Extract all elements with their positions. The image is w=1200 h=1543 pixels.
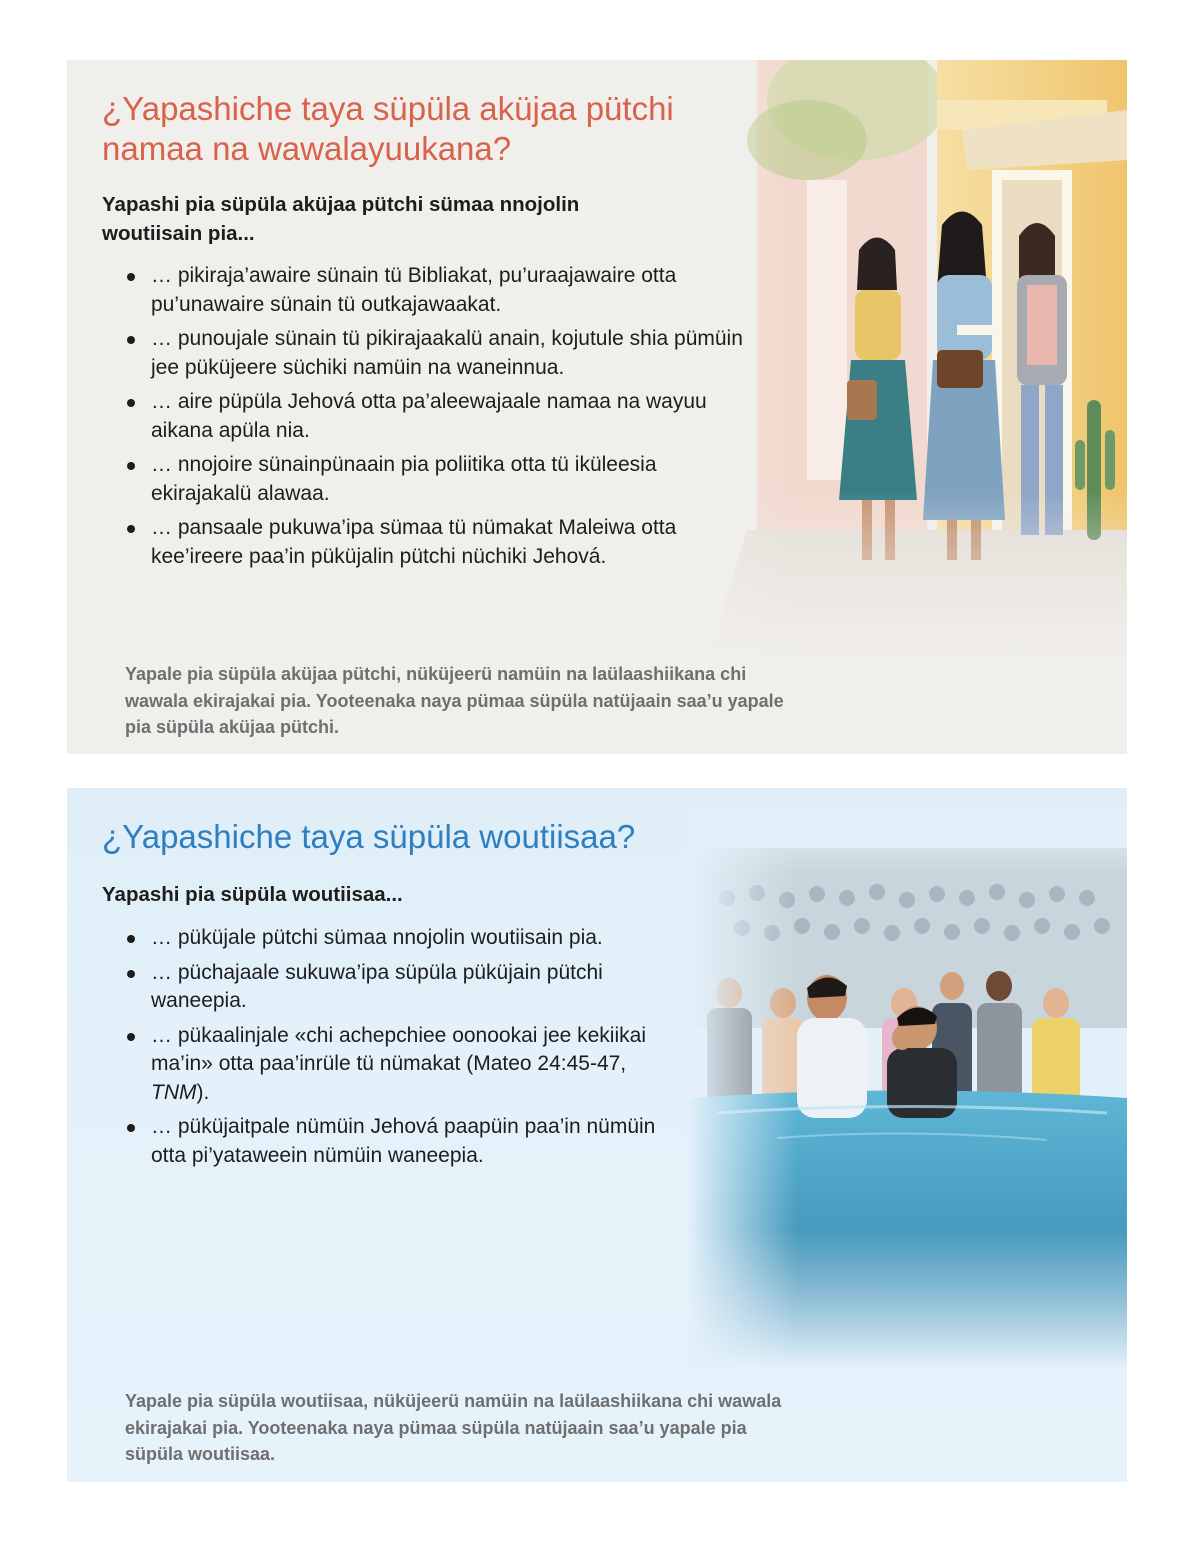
list-item: … püchajaale sukuwa’ipa süpüla püküjain pütchi waneepia. (125, 959, 685, 1016)
section-2-bullet-list (125, 924, 685, 1176)
list-item: … aire püpüla Jehová otta pa’aleewajaale namaa na wayuu aikana apüla nia. (125, 388, 745, 445)
list-item: … pikiraja’awaire sünain tü Bibliakat, pu’uraajawaire otta pu’unawaire sünain tü outkajawaakat. (125, 262, 745, 319)
section-2-lead: Yapashi pia süpüla woutiisaa... (102, 883, 403, 906)
card-baptism (67, 788, 1127, 1482)
list-item: … pükaalinjale «chi achepchiee oonookai jee kekiikai ma’in» otta paa’inrüle tü nümakat (Mateo 24:45-47, TNM). (125, 1022, 685, 1108)
list-item: … püküjaitpale nümüin Jehová paapüin paa’in nümüin otta pi’yataweein nümüin waneepia. (125, 1113, 685, 1170)
list-item: … punoujale sünain tü pikirajaakalü anain, kojutule shia pümüin jee püküjeere süchiki namüin na waneinnua. (125, 325, 745, 382)
section-1-lead: Yapashi pia süpüla aküjaa pütchi sümaa nnojolin woutiisain pia... (102, 193, 580, 245)
section-2-title: ¿Yapashiche taya süpüla woutiisaa? (102, 818, 636, 855)
bullet-icon (127, 1033, 135, 1041)
bullet-icon (127, 336, 135, 344)
scripture-ref: (Mateo 24:45-47, TNM). (151, 1052, 627, 1104)
bullet-icon (127, 399, 135, 407)
list-item: … nnojoire sünainpünaain pia poliitika otta tü iküleesia ekirajakalü alawaa. (125, 451, 745, 508)
section-2-footer: Yapale pia süpüla woutiisaa, nüküjeerü namüin na laülaashiikana chi wawala ekirajakai pia. Yooteenaka naya pümaa süpüla natüjaain saa’u yapale pia süpüla woutiisaa. (125, 1391, 782, 1464)
bullet-icon (127, 462, 135, 470)
baptism-illustration (687, 808, 1127, 1368)
bullet-icon (127, 970, 135, 978)
bullet-icon (127, 1124, 135, 1132)
card-preaching (67, 60, 1127, 754)
list-item: … püküjale pütchi sümaa nnojolin woutiisain pia. (125, 924, 685, 953)
section-1-title: ¿Yapashiche taya süpüla aküjaa pütchi namaa na wawalayuukana? (102, 90, 674, 167)
bullet-icon (127, 935, 135, 943)
bullet-icon (127, 273, 135, 281)
section-1-footer: Yapale pia süpüla aküjaa pütchi, nüküjeerü namüin na laülaashiikana chi wawala ekirajakai pia. Yooteenaka naya pümaa süpüla natüjaain saa’u yapale pia süpüla aküjaa pütchi. (125, 664, 784, 737)
section-1-bullet-list (125, 262, 745, 577)
bullet-icon (127, 525, 135, 533)
list-item: … pansaale pukuwa’ipa sümaa tü nümakat Maleiwa otta kee’ireere paa’in püküjalin pütchi nüchiki Jehová. (125, 514, 745, 571)
